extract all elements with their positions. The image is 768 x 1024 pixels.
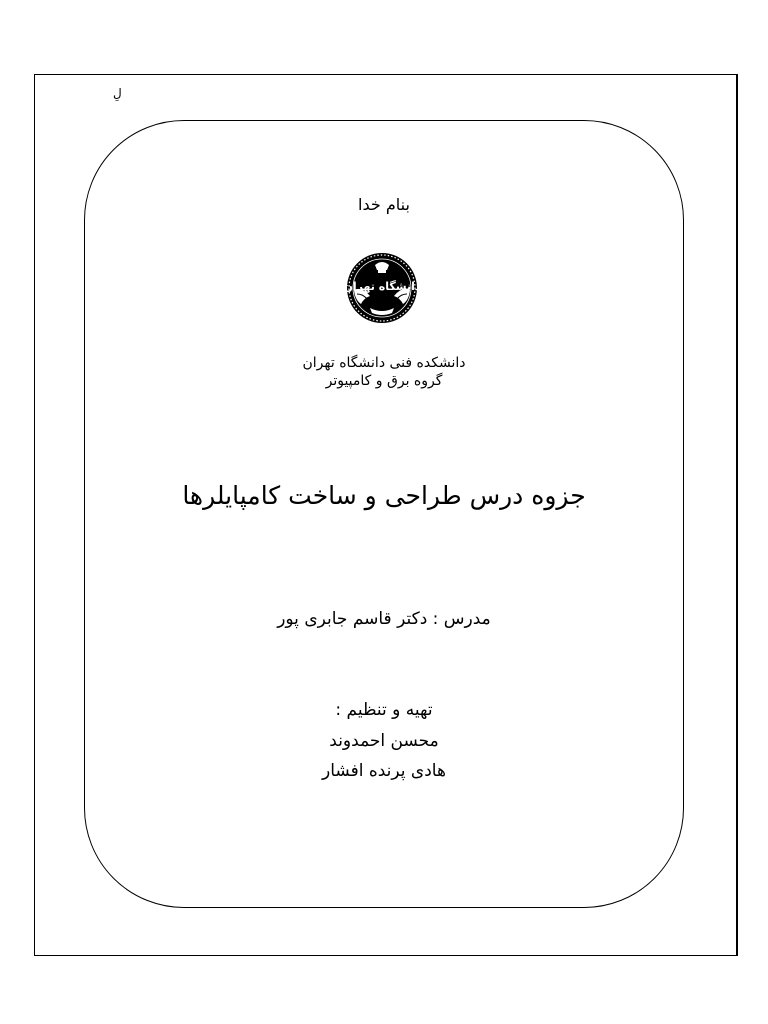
corner-mark: لِ (113, 86, 122, 100)
bismillah-heading: بنام خدا (358, 195, 410, 214)
document-title: جزوه درس طراحی و ساخت كامپايلرها (182, 481, 586, 510)
prepared-by-label: تهيه و تنظيم : (335, 700, 433, 720)
faculty-name: دانشكده فنی دانشگاه تهران (302, 355, 466, 371)
author-name: هادی پرنده افشار (322, 761, 446, 781)
author-name: محسن احمدوند (329, 731, 439, 751)
university-of-tehran-seal-icon (342, 250, 422, 326)
instructor-line: مدرس : دكتر قاسم جابری پور (277, 609, 491, 629)
cover-rounded-frame (84, 120, 684, 908)
svg-text:دانشگاه تهران: دانشگاه تهران (343, 280, 421, 293)
department-name: گروه برق و كامپيوتر (325, 373, 443, 389)
